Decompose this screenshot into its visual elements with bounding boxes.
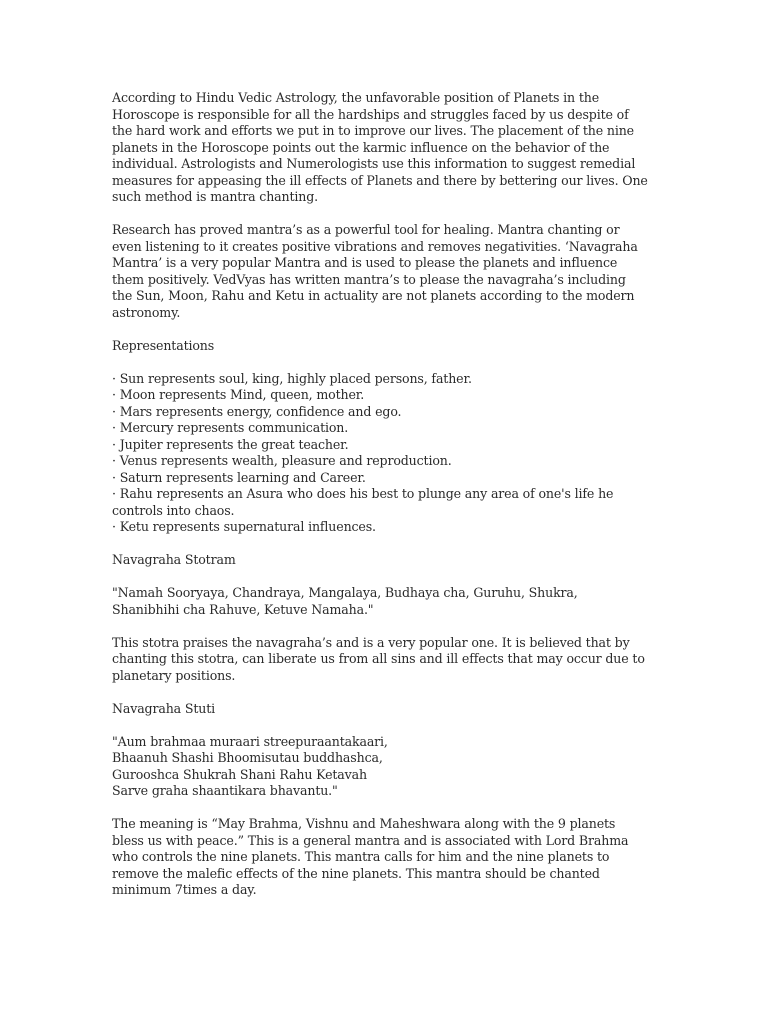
stuti-quote xyxy=(112,734,657,800)
text-line: astronomy. xyxy=(112,304,181,320)
research-paragraph xyxy=(112,222,657,321)
list-item-continuation: controls into chaos. xyxy=(112,502,235,518)
text-line: "Namah Sooryaya, Chandraya, Mangalaya, Budhaya cha, Guruhu, Shukra, xyxy=(112,585,578,600)
paragraph-gap xyxy=(112,206,657,223)
text-line: Mantra’ is a very popular Mantra and is used to please the planets and influence xyxy=(112,255,618,270)
representations-heading: Representations xyxy=(112,337,215,353)
text-line: such method is mantra chanting. xyxy=(112,189,319,204)
text-line: who controls the nine planets. This mantra calls for him and the nine planets to xyxy=(112,849,610,864)
text-line: planetary positions. xyxy=(112,667,236,683)
text-line: the hard work and efforts we put in to improve our lives. The placement of the nine xyxy=(112,123,634,138)
list-item: · Mercury represents communication. xyxy=(112,420,349,435)
list-item: · Sun represents soul, king, highly placed persons, father. xyxy=(112,370,472,386)
text-line: measures for appeasing the ill effects of Planets and there by bettering our lives. One xyxy=(112,172,648,188)
list-item: · Venus represents wealth, pleasure and reproduction. xyxy=(112,453,452,468)
paragraph-gap xyxy=(112,321,657,338)
intro-paragraph xyxy=(112,90,657,206)
text-line: "Aum brahmaa muraari streepuraantakaari, xyxy=(112,733,388,749)
list-item: · Moon represents Mind, queen, mother. xyxy=(112,387,365,402)
paragraph-gap xyxy=(112,717,657,734)
stotram-heading: Navagraha Stotram xyxy=(112,552,236,567)
paragraph-gap xyxy=(112,569,657,586)
paragraph-gap xyxy=(112,354,657,371)
text-line: Horoscope is responsible for all the hardships and struggles faced by us despite of xyxy=(112,106,629,122)
list-item: · Rahu represents an Asura who does his best to plunge any area of one's life he xyxy=(112,486,614,501)
meaning-paragraph xyxy=(112,816,657,899)
paragraph-gap xyxy=(112,684,657,701)
text-line: them positively. VedVyas has written mantra’s to please the navagraha’s including xyxy=(112,271,626,287)
stotram-quote xyxy=(112,585,657,618)
representations-list xyxy=(112,371,657,536)
text-line: Gurooshca Shukrah Shani Rahu Ketavah xyxy=(112,766,367,782)
paragraph-gap xyxy=(112,800,657,817)
list-item: · Jupiter represents the great teacher. xyxy=(112,436,349,452)
text-line: planets in the Horoscope points out the karmic influence on the behavior of the xyxy=(112,139,610,155)
text-line: minimum 7times a day. xyxy=(112,882,257,897)
stuti-heading: Navagraha Stuti xyxy=(112,700,216,716)
paragraph-gap xyxy=(112,536,657,553)
list-item: · Mars represents energy, confidence and ego. xyxy=(112,403,402,419)
list-item: · Saturn represents learning and Career. xyxy=(112,469,366,485)
paragraph-gap xyxy=(112,618,657,635)
text-line: Sarve graha shaantikara bhavantu." xyxy=(112,783,338,798)
document-body xyxy=(112,90,657,899)
stotram-description xyxy=(112,635,657,685)
text-line: This stotra praises the navagraha’s and is a very popular one. It is believed that by xyxy=(112,634,630,650)
text-line: chanting this stotra, can liberate us from all sins and ill effects that may occur due to xyxy=(112,651,645,666)
text-line: The meaning is “May Brahma, Vishnu and Maheshwara along with the 9 planets xyxy=(112,816,616,831)
text-line: individual. Astrologists and Numerologists use this information to suggest remedial xyxy=(112,156,636,171)
text-line: remove the malefic effects of the nine planets. This mantra should be chanted xyxy=(112,865,600,881)
text-line: bless us with peace.” This is a general mantra and is associated with Lord Brahma xyxy=(112,832,629,848)
text-line: According to Hindu Vedic Astrology, the unfavorable position of Planets in the xyxy=(112,90,600,105)
text-line: even listening to it creates positive vibrations and removes negativities. ‘Navagraha xyxy=(112,238,638,254)
text-line: Research has proved mantra’s as a powerful tool for healing. Mantra chanting or xyxy=(112,222,620,237)
list-item: · Ketu represents supernatural influences. xyxy=(112,519,376,534)
text-line: the Sun, Moon, Rahu and Ketu in actuality are not planets according to the modern xyxy=(112,288,635,303)
text-line: Shanibhihi cha Rahuve, Ketuve Namaha." xyxy=(112,601,374,617)
text-line: Bhaanuh Shashi Bhoomisutau buddhashca, xyxy=(112,750,383,765)
